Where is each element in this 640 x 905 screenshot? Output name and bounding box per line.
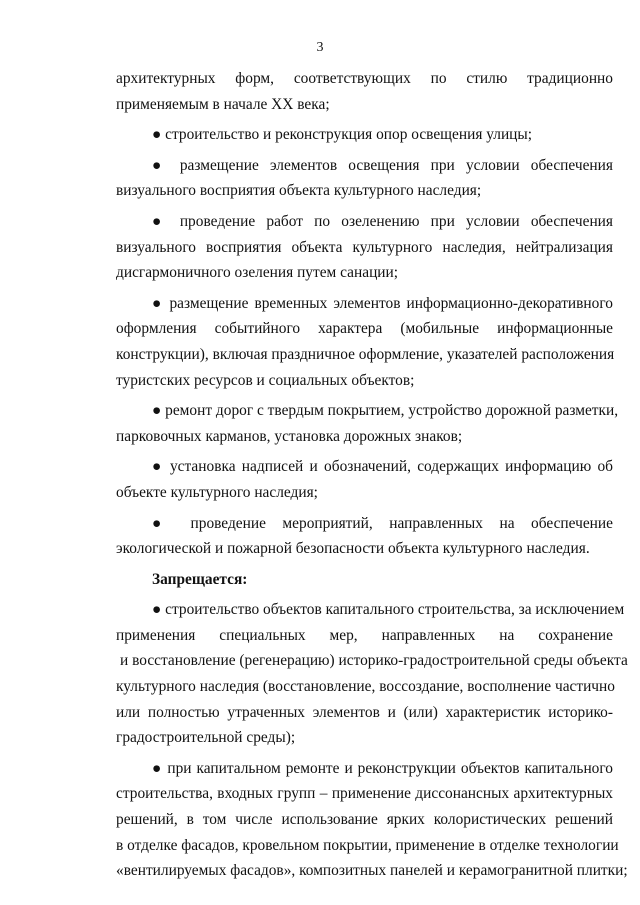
text-line: строительства, входных групп – применение диссонансных архитектурных (116, 785, 613, 803)
document-body (116, 66, 628, 884)
text-line: архитектурных форм, соответствующих по стилю традиционно (116, 70, 613, 87)
text-line: ● размещение временных элементов информационно-декоративного (152, 294, 613, 312)
bullet-item (116, 291, 613, 393)
text-line: «вентилируемых фасадов», композитных панелей и керамогранитной плитки; (116, 862, 628, 880)
text-line: парковочных карманов, установка дорожных знаков; (116, 427, 463, 445)
text-line: или полностью утраченных элементов и (или) характеристик историко- (116, 703, 613, 721)
section-heading (116, 567, 613, 593)
text-line: в отделке фасадов, кровельном покрытии, применение в отделке технологии (116, 836, 619, 854)
page-number: 3 (316, 40, 324, 55)
text-line: ● строительство и реконструкция опор освещения улицы; (152, 126, 533, 144)
text-line: и восстановление (регенерацию) историко-градостроительной среды объекта (120, 652, 628, 670)
text-line: применяемым в начале XX века; (116, 95, 330, 113)
text-line: визуального восприятия объекта культурного наследия, нейтрализация (116, 238, 613, 256)
text-line: ● при капитальном ремонте и реконструкции объектов капитального (152, 759, 613, 777)
text-line: дисгармоничного озеления путем санации; (116, 264, 399, 282)
bullet-item (116, 454, 613, 505)
bullet-item (116, 209, 613, 286)
text-line: конструкции), включая праздничное оформление, указателей расположения (116, 345, 615, 363)
bullet-item (116, 122, 613, 148)
bullet-item (116, 511, 613, 562)
paragraph-continuation (116, 66, 613, 117)
text-line: ● строительство объектов капитального строительства, за исключением (152, 601, 625, 619)
text-line: культурного наследия (восстановление, воссоздание, восполнение частично (116, 678, 615, 696)
heading-text: Запрещается: (152, 570, 248, 588)
text-line: туристских ресурсов и социальных объектов; (116, 371, 415, 389)
text-line: визуального восприятия объекта культурного наследия; (116, 182, 482, 200)
text-line: оформления событийного характера (мобильные информационные (116, 320, 613, 338)
bullet-item (116, 756, 628, 884)
bullet-item (116, 398, 619, 449)
bullet-item (116, 597, 628, 751)
text-line: экологической и пожарной безопасности объекта культурного наследия. (116, 540, 590, 558)
text-line: ● установка надписей и обозначений, содержащих информацию об (152, 458, 613, 476)
bullet-item (116, 153, 613, 204)
text-line: ● проведение работ по озеленению при условии обеспечения (152, 212, 613, 230)
text-line: ● размещение элементов освещения при условии обеспечения (152, 156, 613, 174)
text-line: объекте культурного наследия; (116, 483, 318, 501)
text-line: ● проведение мероприятий, направленных на обеспечение (152, 514, 613, 532)
text-line: применения специальных мер, направленных на сохранение (116, 626, 613, 644)
text-line: ● ремонт дорог с твердым покрытием, устройство дорожной разметки, (152, 402, 619, 420)
text-line: решений, в том числе использование ярких колористических решений (116, 811, 613, 829)
text-line: градостроительной среды); (116, 729, 296, 747)
